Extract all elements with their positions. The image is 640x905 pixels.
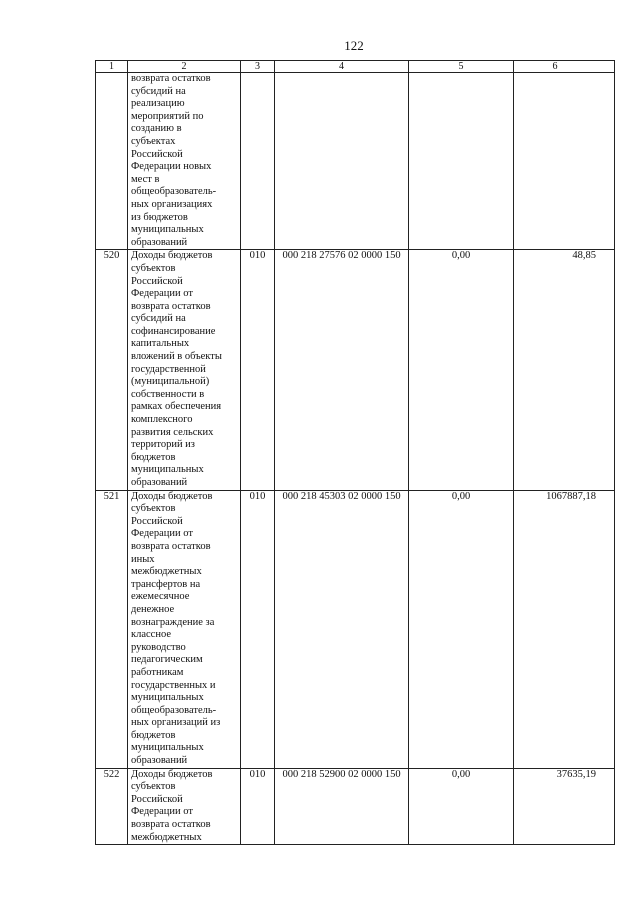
- description-line: межбюджетных: [131, 566, 202, 578]
- description-line: ежемесячное: [131, 591, 190, 603]
- description-line: территорий из: [131, 439, 195, 451]
- description-line: Федерации от: [131, 288, 193, 300]
- description-line: муниципальных: [131, 224, 204, 236]
- description-line: комплексного: [131, 414, 193, 426]
- column-header-1: 1: [96, 61, 128, 73]
- description-line: развития сельских: [131, 426, 214, 438]
- description-line: работникам: [131, 666, 184, 678]
- description-line: вложений в объекты: [131, 351, 222, 363]
- description-line: Доходы бюджетов: [131, 768, 213, 780]
- description-line: возврата остатков: [131, 73, 211, 84]
- amount-cell: 0,00: [409, 250, 514, 490]
- table-row: [96, 250, 615, 490]
- row-number-cell: 520: [96, 250, 128, 490]
- description-line: Российской: [131, 148, 183, 160]
- description-line: субъектах: [131, 135, 176, 147]
- description-line: Российской: [131, 275, 183, 287]
- code-cell: 010: [241, 768, 275, 845]
- description-line: денежное: [131, 603, 175, 615]
- description-line: классное: [131, 629, 171, 641]
- amount-cell: 0,00: [409, 768, 514, 845]
- code-cell: [241, 73, 275, 250]
- description-line: межбюджетных: [131, 831, 202, 843]
- description-line: муниципальных: [131, 464, 204, 476]
- description-line: софинансирование: [131, 325, 216, 337]
- description-line: вознаграждение за: [131, 616, 215, 628]
- description-line: общеобразователь-: [131, 186, 217, 198]
- description-line: педагогическим: [131, 654, 203, 666]
- budget-table: [95, 60, 615, 845]
- description-line: субъектов: [131, 781, 176, 793]
- description-line: возврата остатков: [131, 300, 211, 312]
- code-cell: 010: [241, 250, 275, 490]
- page-number: 122: [344, 38, 364, 53]
- amount-cell: 0,00: [409, 490, 514, 768]
- description-line: мест в: [131, 173, 160, 185]
- description-line: бюджетов: [131, 451, 176, 463]
- description-line: муниципальных: [131, 742, 204, 754]
- column-header-5: 5: [409, 61, 514, 73]
- description-line: руководство: [131, 641, 186, 653]
- kbk-code-cell: 000 218 45303 02 0000 150: [275, 490, 409, 768]
- description-line: (муниципальной): [131, 376, 210, 388]
- description-line: государственных и: [131, 679, 216, 691]
- description-line: Федерации от: [131, 528, 193, 540]
- kbk-code-cell: 000 218 27576 02 0000 150: [275, 250, 409, 490]
- description-line: Доходы бюджетов: [131, 490, 213, 502]
- description-line: Федерации новых: [131, 161, 212, 173]
- description-line: Российской: [131, 793, 183, 805]
- amount-executed-cell: 48,85: [514, 250, 615, 490]
- row-number-cell: 522: [96, 768, 128, 845]
- description-line: собственности в: [131, 388, 205, 400]
- table-row: [96, 73, 615, 250]
- description-line: образований: [131, 755, 188, 767]
- description-line: Федерации от: [131, 806, 193, 818]
- description-line: субъектов: [131, 262, 176, 274]
- amount-executed-cell: [514, 73, 615, 250]
- kbk-code-cell: [275, 73, 409, 250]
- description-cell: [128, 768, 241, 845]
- column-header-4: 4: [275, 61, 409, 73]
- description-line: капитальных: [131, 338, 190, 350]
- description-line: мероприятий по: [131, 110, 204, 122]
- description-line: ных организациях: [131, 198, 213, 210]
- table-row: [96, 768, 615, 845]
- code-cell: 010: [241, 490, 275, 768]
- description-line: Доходы бюджетов: [131, 250, 213, 262]
- row-number-cell: 521: [96, 490, 128, 768]
- description-line: муниципальных: [131, 692, 204, 704]
- table-row: [96, 490, 615, 768]
- description-cell: [128, 73, 241, 250]
- description-line: бюджетов: [131, 729, 176, 741]
- kbk-code-cell: 000 218 52900 02 0000 150: [275, 768, 409, 845]
- description-line: субъектов: [131, 503, 176, 515]
- description-line: рамках обеспечения: [131, 401, 222, 413]
- table-header-row: [96, 61, 615, 73]
- column-header-3: 3: [241, 61, 275, 73]
- description-line: из бюджетов: [131, 211, 188, 223]
- description-line: трансфертов на: [131, 578, 201, 590]
- description-cell: [128, 490, 241, 768]
- description-line: иных: [131, 553, 155, 565]
- description-line: государственной: [131, 363, 206, 375]
- description-line: общеобразователь-: [131, 704, 217, 716]
- description-line: образований: [131, 477, 188, 488]
- description-line: образований: [131, 236, 188, 248]
- description-line: субсидий на: [131, 85, 186, 97]
- amount-executed-cell: 37635,19: [514, 768, 615, 845]
- description-line: возврата остатков: [131, 540, 211, 552]
- description-line: реализацию: [131, 98, 185, 110]
- table-body: [96, 73, 615, 845]
- description-line: ных организаций из: [131, 717, 221, 729]
- amount-executed-cell: 1067887,18: [514, 490, 615, 768]
- description-line: субсидий на: [131, 313, 186, 325]
- column-header-6: 6: [514, 61, 615, 73]
- column-header-2: 2: [128, 61, 241, 73]
- description-cell: [128, 250, 241, 490]
- description-line: Российской: [131, 515, 183, 527]
- amount-cell: [409, 73, 514, 250]
- description-line: созданию в: [131, 123, 182, 135]
- description-line: возврата остатков: [131, 819, 211, 831]
- row-number-cell: [96, 73, 128, 250]
